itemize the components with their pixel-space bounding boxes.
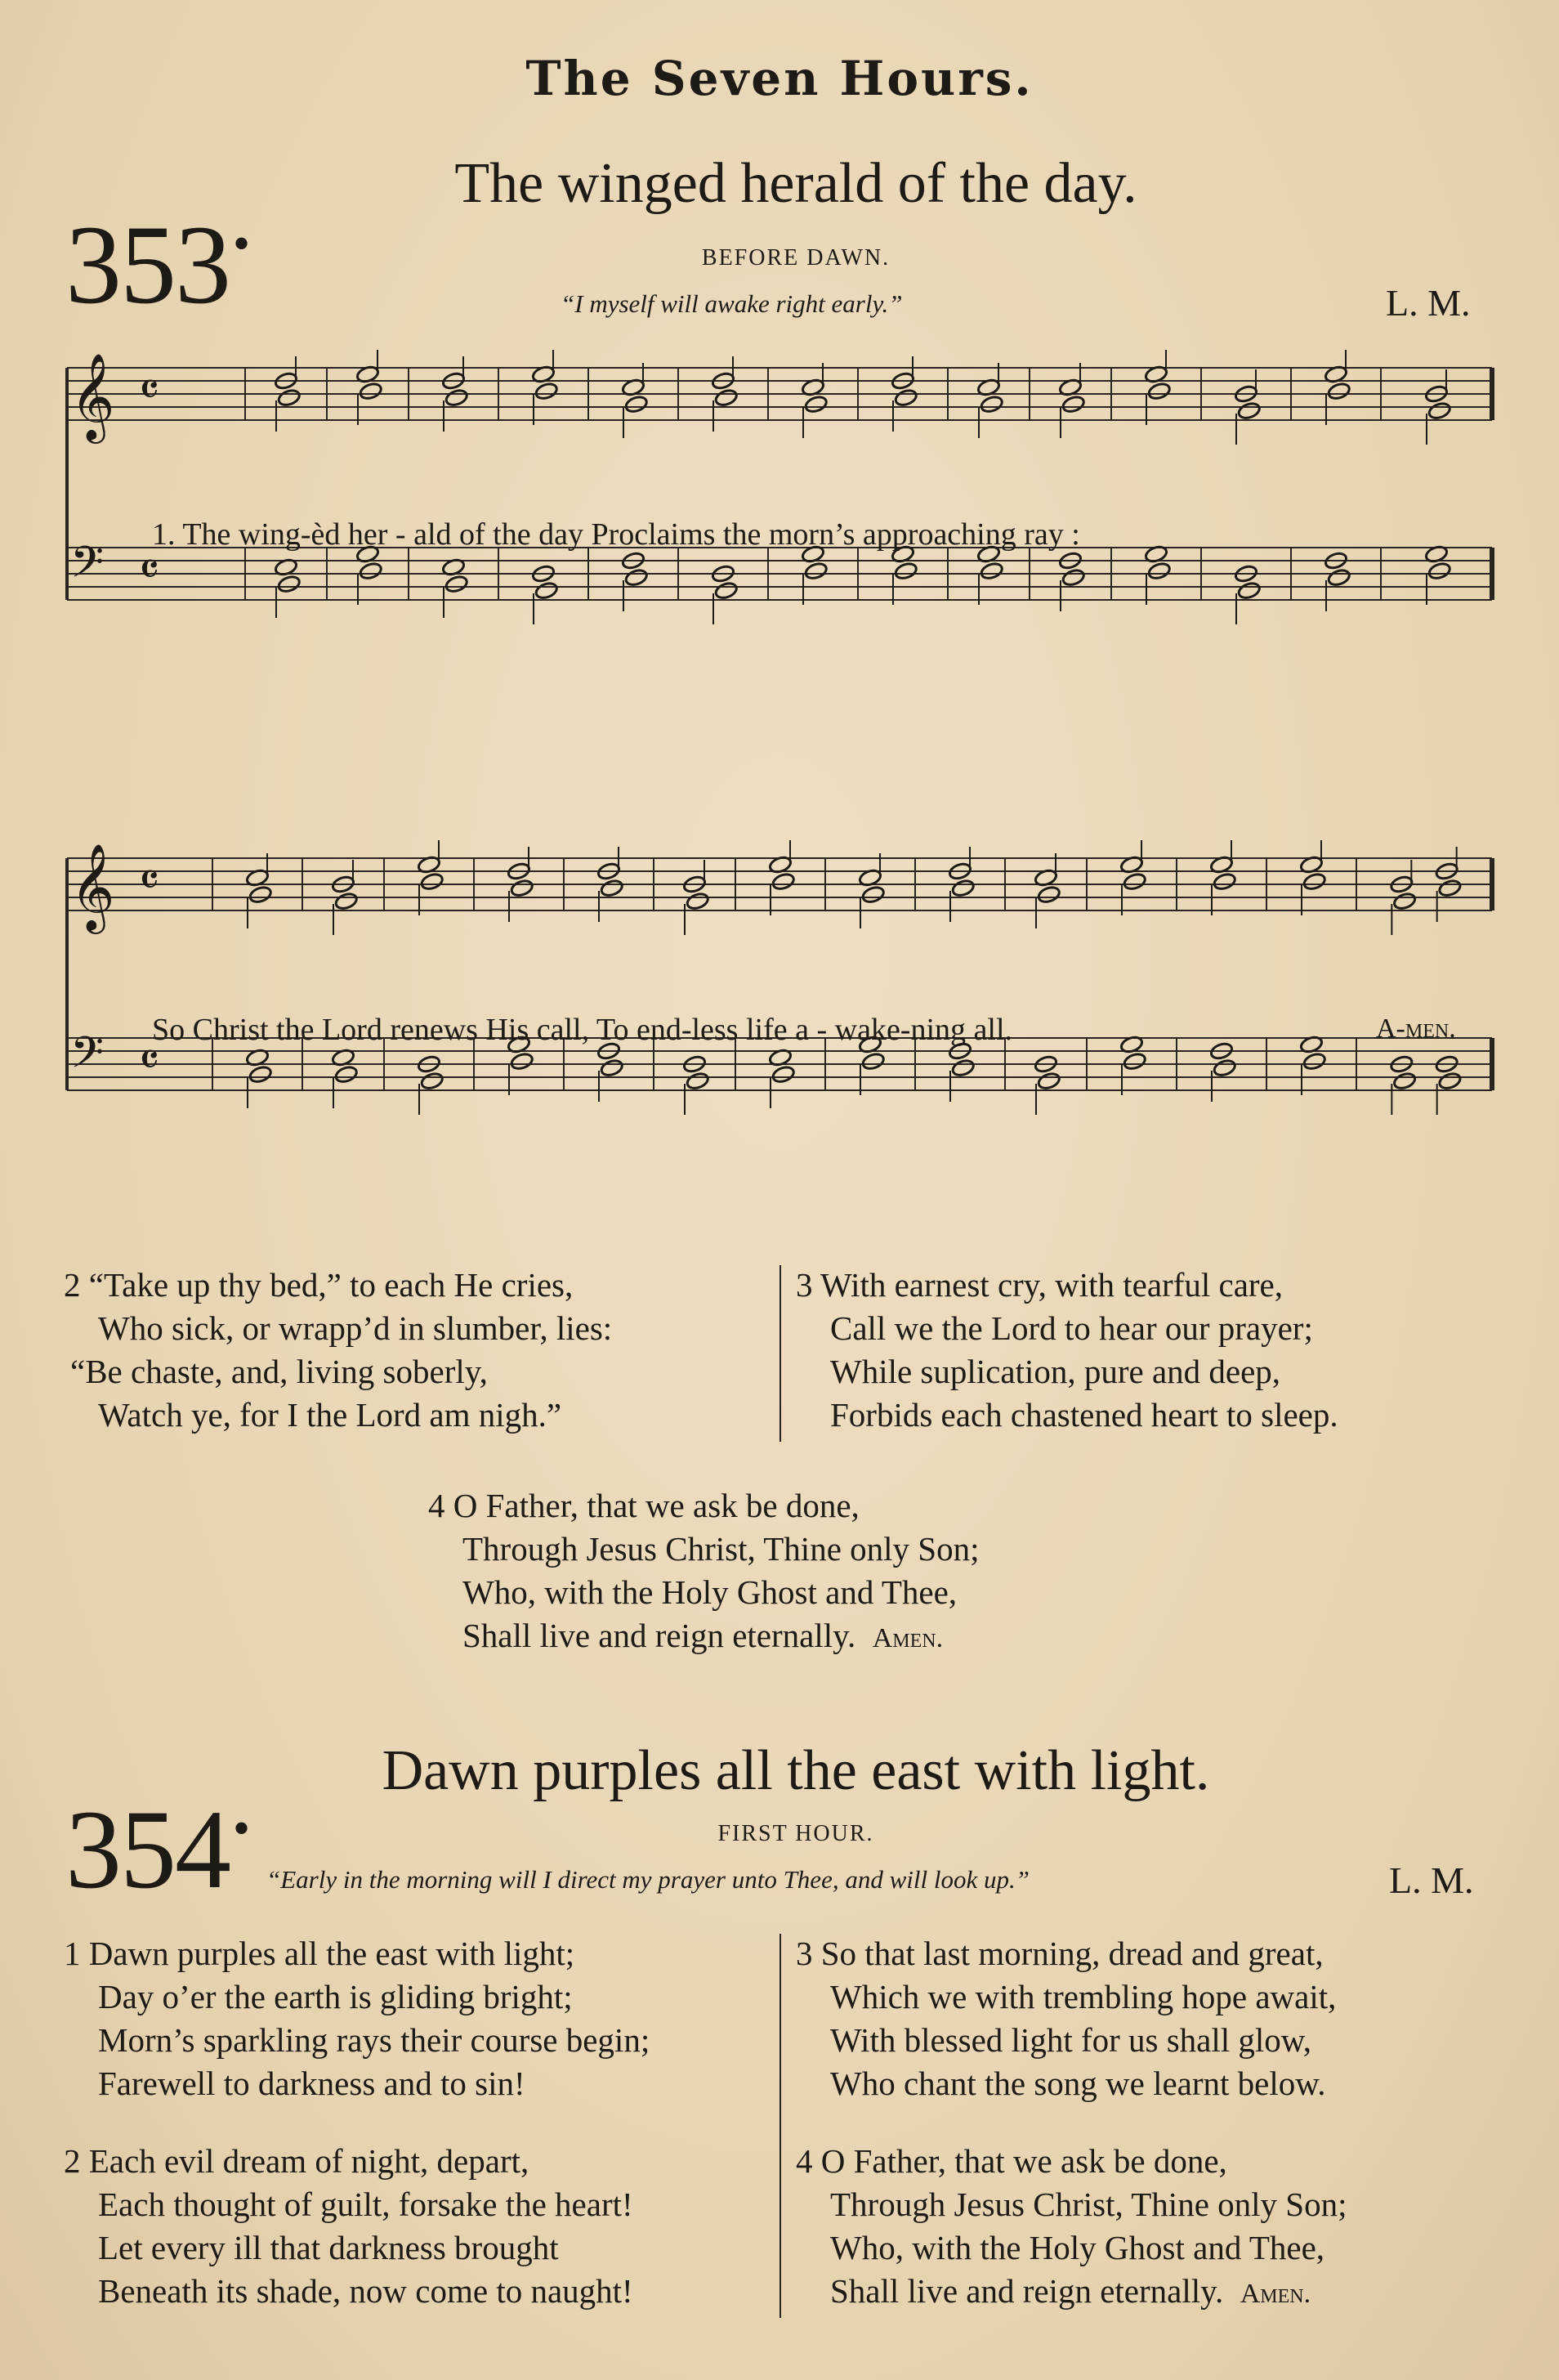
notehead (248, 1065, 273, 1085)
notehead (951, 879, 976, 898)
notehead (1237, 581, 1262, 601)
notehead (1392, 892, 1417, 911)
notehead (1037, 1071, 1061, 1091)
notehead (1427, 561, 1452, 581)
hymn-353-stanza-4: 4 O Father, that we ask be done, Through Jesus Christ, Thine only Son; Who, with the Holy Ghost and Thee, Shall live and reign eternally. Amen. (428, 1487, 980, 1654)
lyric-line-2: So Christ the Lord renews His call, To end-less life a - wake-ning all. (152, 1013, 1012, 1047)
notehead (420, 1071, 444, 1091)
notehead (334, 1065, 359, 1085)
amen-label: A-men. (1376, 1013, 1456, 1044)
hymn-354-scripture: “Early in the morning will I direct my prayer unto Thee, and will look up.” (266, 1865, 1030, 1894)
hymn-354-stanza-4: 4 O Father, that we ask be done, Through Jesus Christ, Thine only Son; Who, with the Holy Ghost and Thee, Shall live and reign eternally. Amen. (796, 2142, 1347, 2310)
treble-clef: 𝄞 (70, 843, 115, 930)
hymn-number-354: 354• (65, 1787, 249, 1912)
hymn-353-stanza-3: 3 With earnest cry, with tearful care, Call we the Lord to hear our prayer; While suplication, pure and deep, Forbids each chastened heart to sleep. (796, 1266, 1338, 1434)
notehead (861, 1052, 886, 1071)
notehead (1237, 401, 1262, 421)
notehead (1123, 1052, 1147, 1071)
notehead (1213, 872, 1237, 892)
notehead (624, 568, 649, 588)
notehead (1123, 872, 1147, 892)
notehead (1302, 872, 1327, 892)
notehead (600, 1058, 624, 1078)
running-head: The Seven Hours. (525, 51, 1034, 106)
column-rule (780, 1934, 781, 2318)
hymn-number-353: 353• (65, 202, 249, 327)
notehead (510, 1052, 534, 1071)
notehead (771, 1065, 796, 1085)
time-signature: 𝄴 (139, 854, 160, 907)
notehead (980, 561, 1004, 581)
hymn-353-occasion: BEFORE DAWN. (701, 245, 891, 271)
hymn-354-title: Dawn purples all the east with light. (382, 1739, 1210, 1802)
amen-label: Amen. (872, 1623, 944, 1653)
notehead (804, 395, 829, 414)
notehead (714, 581, 739, 601)
bass-clef: 𝄢 (70, 1028, 105, 1089)
notehead (359, 561, 383, 581)
notehead (714, 388, 739, 408)
notehead (600, 879, 624, 898)
notehead (1437, 1071, 1462, 1091)
notehead (1392, 1071, 1417, 1091)
notehead (1302, 1052, 1327, 1071)
notehead (277, 388, 302, 408)
notehead (771, 872, 796, 892)
notehead (444, 575, 469, 594)
time-signature: 𝄴 (139, 544, 160, 597)
notehead (420, 872, 444, 892)
notehead (1427, 401, 1452, 421)
amen-label: Amen. (1240, 2279, 1311, 2309)
notehead (359, 382, 383, 401)
notehead (624, 395, 649, 414)
notehead (894, 388, 918, 408)
notehead (534, 382, 559, 401)
notehead (894, 561, 918, 581)
notehead (1327, 568, 1351, 588)
hymn-354-stanza-2: 2 Each evil dream of night, depart, Each thought of guilt, forsake the heart! Let every ill that darkness brought Beneath its shade, now come to naught! (64, 2142, 633, 2310)
notehead (861, 885, 886, 905)
notehead (248, 885, 273, 905)
hymn-353-stanza-2: 2 “Take up thy bed,” to each He cries, Who sick, or wrapp’d in slumber, lies: “Be chaste, and, living soberly, Watch ye, for I the Lord am nigh.” (64, 1266, 613, 1434)
time-signature: 𝄴 (139, 364, 160, 417)
column-rule (780, 1265, 781, 1442)
notehead (510, 879, 534, 898)
notehead (980, 395, 1004, 414)
notehead (1037, 885, 1061, 905)
notehead (277, 575, 302, 594)
hymn-353-scripture: “I myself will awake right early.” (561, 289, 903, 318)
notehead (1061, 568, 1086, 588)
hymn-354-meter: L. M. (1389, 1859, 1474, 1901)
hymn-353-title: The winged herald of the day. (454, 152, 1137, 215)
treble-clef: 𝄞 (70, 352, 115, 440)
notehead (334, 892, 359, 911)
hymn-354-stanza-3: 3 So that last morning, dread and great, Which we with trembling hope await, With blessed light for us shall glow, Who chant the song we learnt below. (796, 1935, 1337, 2102)
notehead (1327, 382, 1351, 401)
lyric-line-1: 1. The wing-èd her - ald of the day Proclaims the morn’s approaching ray : (152, 517, 1080, 552)
notehead (686, 1071, 710, 1091)
hymn-354-stanza-1: 1 Dawn purples all the east with light; Day o’er the earth is gliding bright; Morn’s sparkling rays their course begin; Farewell to darkness and to sin! (64, 1935, 650, 2102)
notehead (951, 1058, 976, 1078)
notehead (1147, 561, 1172, 581)
notehead (686, 892, 710, 911)
notehead (534, 581, 559, 601)
notehead (1213, 1058, 1237, 1078)
notehead (804, 561, 829, 581)
notehead (1147, 382, 1172, 401)
notehead (444, 388, 469, 408)
hymn-354-occasion: FIRST HOUR. (717, 1821, 874, 1846)
notehead (1061, 395, 1086, 414)
notehead (1437, 879, 1462, 898)
time-signature: 𝄴 (139, 1034, 160, 1087)
bass-clef: 𝄢 (70, 538, 105, 598)
hymn-353-meter: L. M. (1386, 282, 1471, 324)
